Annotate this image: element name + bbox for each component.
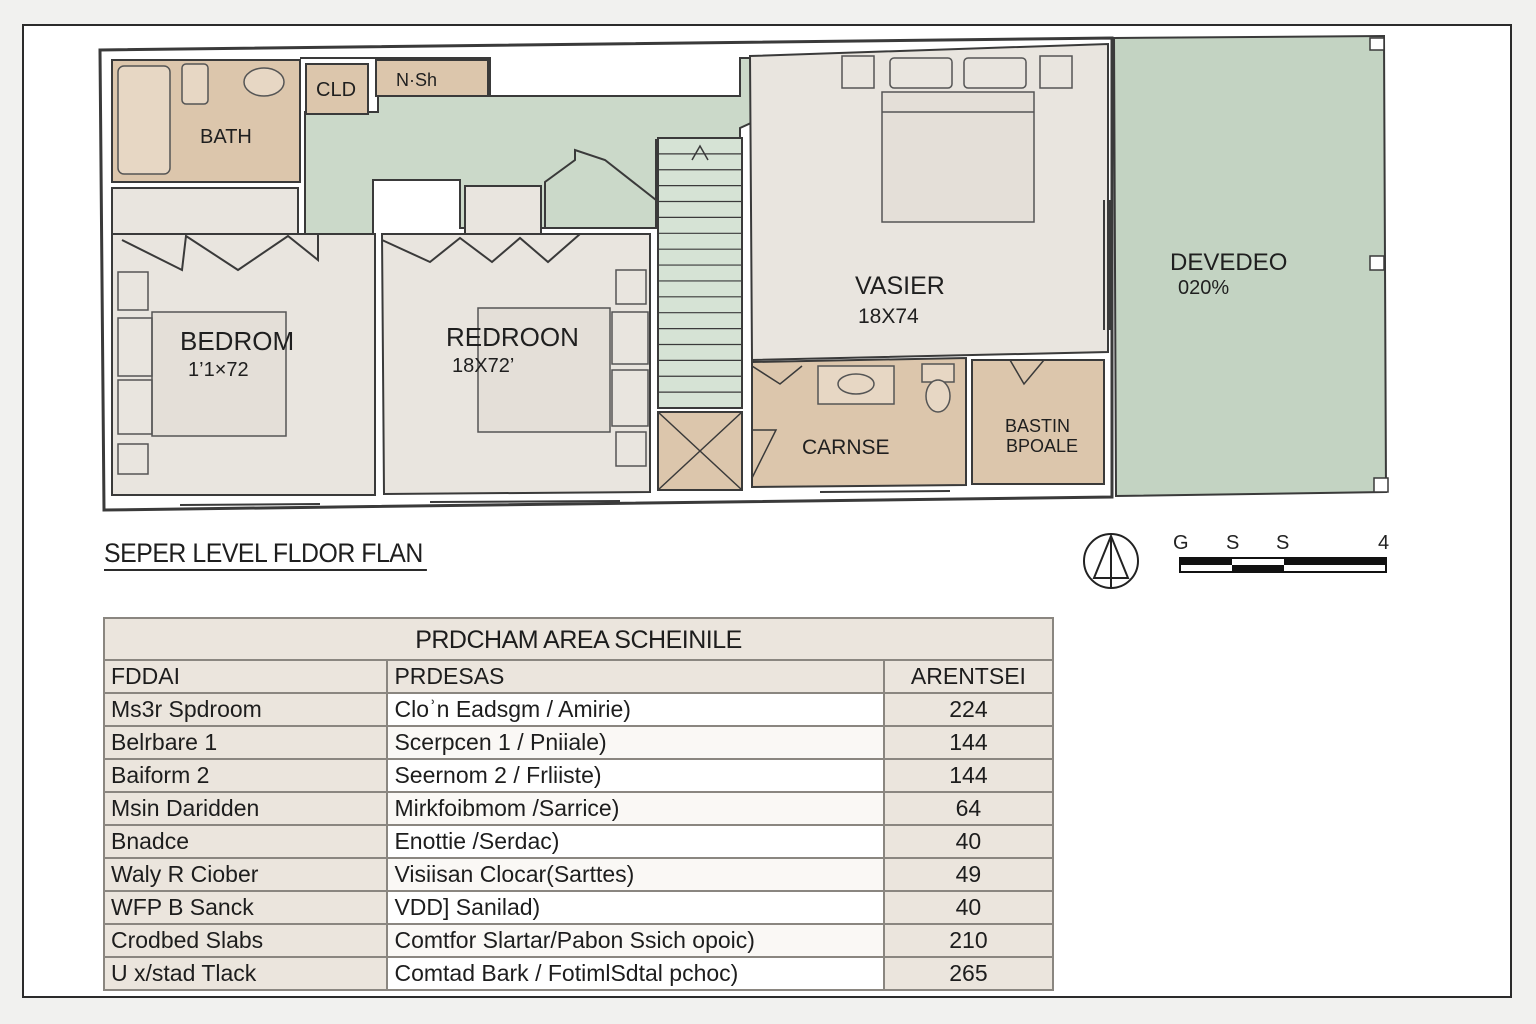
- area-schedule-table: [103, 617, 1054, 991]
- ensuite-bath: [752, 358, 966, 487]
- table-row: [104, 825, 1053, 858]
- bedroom-left-label: BEDROM: [180, 326, 295, 356]
- master-bedroom: [750, 44, 1108, 360]
- deck-size: 020%: [1178, 277, 1230, 299]
- table-body: [104, 693, 1053, 990]
- bath-label: BATH: [200, 126, 252, 148]
- cell-floor: Baiform 2: [104, 759, 387, 792]
- table-header-row: [104, 660, 1053, 693]
- cell-floor: Belrbare 1: [104, 726, 387, 759]
- closet-label: CLD: [316, 79, 357, 101]
- basin-label-line2: BPOALE: [1006, 436, 1079, 456]
- cell-area: 210: [884, 924, 1053, 957]
- plan-title: SEPER LEVEL FLDOR FLAN: [104, 538, 427, 571]
- scale-label: G: [1173, 532, 1189, 554]
- table-row: [104, 759, 1053, 792]
- cell-area: 265: [884, 957, 1053, 990]
- header-purpose: PRDESAS: [387, 660, 883, 693]
- nook-label: N·Sh: [396, 70, 438, 90]
- cell-floor: Crodbed Slabs: [104, 924, 387, 957]
- cell-area: 64: [884, 792, 1053, 825]
- schedule-title: PRDCHAM AREA SCHEINILE: [103, 617, 1054, 659]
- table-row: [104, 957, 1053, 990]
- cell-purpose: Mirkfoibmom /Sarrice): [387, 792, 883, 825]
- table-row: [104, 924, 1053, 957]
- cell-floor: U x/stad Tlack: [104, 957, 387, 990]
- header-area: ARENTSEI: [884, 660, 1053, 693]
- cell-area: 144: [884, 759, 1053, 792]
- table-row: [104, 858, 1053, 891]
- bedroom-middle-size: 18X72’: [452, 355, 515, 377]
- cell-purpose: Cloʾn Eadsgm / Amirie): [387, 693, 883, 726]
- cell-purpose: Comtfor Slartar/Pabon Ssich opoic): [387, 924, 883, 957]
- cell-area: 224: [884, 693, 1053, 726]
- table-row: [104, 792, 1053, 825]
- scale-bar: [1180, 558, 1386, 572]
- scale-label: S: [1276, 532, 1290, 554]
- cell-area: 40: [884, 891, 1053, 924]
- scale-label: S: [1226, 532, 1240, 554]
- bathtub: [118, 66, 170, 174]
- sink: [244, 68, 284, 96]
- cell-area: 40: [884, 825, 1053, 858]
- cell-area: 49: [884, 858, 1053, 891]
- cell-purpose: Visiisan Clocar(Sarttes): [387, 858, 883, 891]
- cell-area: 144: [884, 726, 1053, 759]
- scale-label: 4: [1378, 532, 1390, 554]
- toilet: [182, 64, 208, 104]
- header-floor: FDDAI: [104, 660, 387, 693]
- cell-purpose: VDD] Sanilad): [387, 891, 883, 924]
- bedroom-middle-label: REDROON: [446, 322, 579, 352]
- bedroom-left-size: 1’1×72: [188, 359, 249, 381]
- cell-purpose: Comtad Bark / FotimlSdtal pchoc): [387, 957, 883, 990]
- cell-floor: Ms3r Spdroom: [104, 693, 387, 726]
- cell-purpose: Scerpcen 1 / Pniiale): [387, 726, 883, 759]
- master-label: VASIER: [855, 272, 945, 300]
- cell-floor: Waly R Ciober: [104, 858, 387, 891]
- north-arrow-icon: [1084, 534, 1138, 588]
- storage-box: [658, 412, 742, 490]
- table-row: [104, 891, 1053, 924]
- ensuite-label: CARNSE: [802, 436, 890, 459]
- cell-purpose: Seernom 2 / Frliiste): [387, 759, 883, 792]
- staircase: [658, 138, 742, 408]
- table-row: [104, 726, 1053, 759]
- deck-label: DEVEDEO: [1170, 249, 1288, 276]
- cell-floor: WFP B Sanck: [104, 891, 387, 924]
- table-row: [104, 693, 1053, 726]
- basin-label-line1: BASTIN: [1005, 416, 1071, 436]
- cell-floor: Msin Daridden: [104, 792, 387, 825]
- cell-floor: Bnadce: [104, 825, 387, 858]
- master-size: 18X74: [858, 305, 919, 328]
- cell-purpose: Enottie /Serdac): [387, 825, 883, 858]
